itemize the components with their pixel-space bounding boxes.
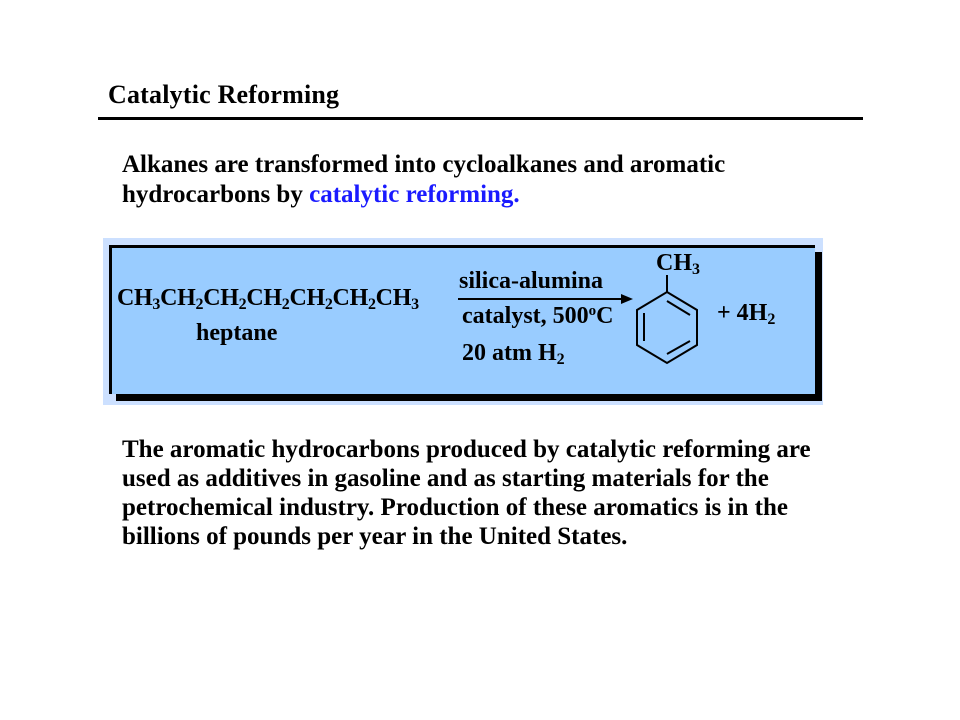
condition-temperature: catalyst, 500$^o$C [462,303,614,329]
toluene-methyl-label: $CH_3$ [656,250,700,278]
heptane-label: heptane [196,320,278,346]
intro-highlight-text: catalytic reforming. [309,181,520,208]
condition-pressure: 20 atm $H_2$ [462,340,565,368]
heptane-formula: $CH_3CH_2CH_2CH_2CH_2CH_2CH_3$ [117,285,419,313]
intro-plain-text: Alkanes are transformed into cycloalkanes and aromatic hydrocarbons by [122,151,726,208]
reaction-arrow-icon [458,294,633,304]
hydrogen-byproduct: + $4H_2$ [717,300,776,328]
body-paragraph: The aromatic hydrocarbons produced by catalytic reforming are used as additives in gasoline and as starting materials for the petrochemical industry. Production of these aromatics is in the billions of pounds per year in the United States. [122,436,811,550]
slide-title: Catalytic Reforming [108,80,340,109]
condition-catalyst-support: silica-alumina [459,268,604,294]
benzene-ring-icon [637,275,697,363]
